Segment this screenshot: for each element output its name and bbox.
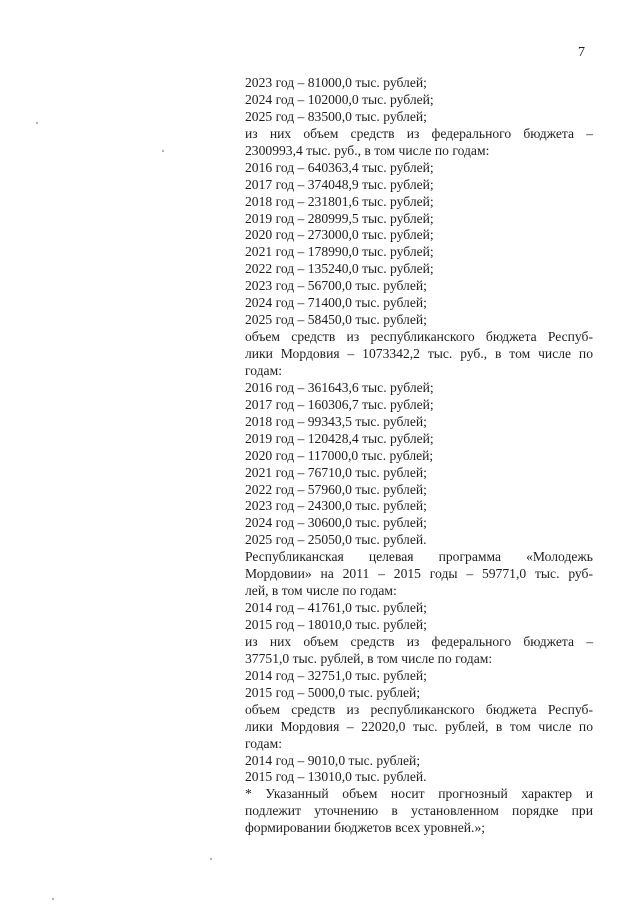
text-line: 2024 год – 71400,0 тыс. рублей; — [245, 295, 427, 311]
text-line: объем средств из республиканского бюджета Респуб- — [245, 329, 593, 345]
text-line: 2016 год – 640363,4 тыс. рублей; — [245, 159, 434, 175]
budget-lines — [245, 75, 593, 786]
text-line: 2025 год – 83500,0 тыс. рублей; — [245, 108, 427, 124]
text-line: 2017 год – 160306,7 тыс. рублей; — [245, 396, 434, 412]
text-line: 2023 год – 24300,0 тыс. рублей; — [245, 498, 427, 514]
text-line: 2023 год – 81000,0 тыс. рублей; — [245, 75, 427, 90]
text-line: 2014 год – 41761,0 тыс. рублей; — [245, 600, 427, 616]
text-line: 2020 год – 273000,0 тыс. рублей; — [245, 227, 434, 243]
text-line: 2025 год – 25050,0 тыс. рублей. — [245, 532, 427, 548]
scan-speck — [36, 122, 38, 124]
footnote-line: * Указанный объем носит прогнозный характер и — [245, 786, 593, 802]
text-line: 2024 год – 102000,0 тыс. рублей; — [245, 91, 434, 107]
text-line: 2015 год – 13010,0 тыс. рублей. — [245, 769, 427, 785]
text-line: из них объем средств из федерального бюджета – — [245, 125, 593, 141]
footnote-line: формировании бюджетов всех уровней.»; — [245, 820, 486, 836]
footnote — [245, 786, 593, 837]
text-line: 2021 год – 178990,0 тыс. рублей; — [245, 244, 434, 260]
document-body — [245, 75, 593, 837]
text-line: Республиканская целевая программа «Молодежь — [245, 549, 593, 565]
page-number: 7 — [578, 45, 585, 60]
text-line: объем средств из республиканского бюджета Респуб- — [245, 701, 593, 717]
text-line: 2017 год – 374048,9 тыс. рублей; — [245, 176, 434, 192]
text-line: 2018 год – 99343,5 тыс. рублей; — [245, 413, 427, 429]
text-line: 2014 год – 9010,0 тыс. рублей; — [245, 752, 421, 768]
text-line: лики Мордовия – 22020,0 тыс. рублей, в том числе по — [245, 718, 593, 734]
text-line: 2023 год – 56700,0 тыс. рублей; — [245, 278, 427, 294]
text-line: 2021 год – 76710,0 тыс. рублей; — [245, 464, 427, 480]
text-line: 2015 год – 18010,0 тыс. рублей; — [245, 617, 427, 632]
text-line: 2018 год – 231801,6 тыс. рублей; — [245, 193, 434, 209]
scan-speck — [210, 858, 212, 860]
text-line: 2024 год – 30600,0 тыс. рублей; — [245, 515, 427, 531]
text-line: лей, в том числе по годам: — [245, 583, 397, 599]
text-line: Мордовии» на 2011 – 2015 годы – 59771,0 тыс. руб- — [245, 566, 593, 582]
text-line: 2022 год – 57960,0 тыс. рублей; — [245, 481, 427, 497]
scan-speck — [162, 150, 164, 152]
text-line: 2015 год – 5000,0 тыс. рублей; — [245, 684, 421, 700]
text-line: годам: — [245, 362, 282, 378]
text-line: лики Мордовия – 1073342,2 тыс. руб., в том числе по — [245, 346, 593, 361]
text-line: 2025 год – 58450,0 тыс. рублей; — [245, 312, 427, 328]
text-line: 2020 год – 117000,0 тыс. рублей; — [245, 447, 434, 463]
text-line: 37751,0 тыс. рублей, в том числе по годам: — [245, 650, 493, 666]
text-line: 2019 год – 280999,5 тыс. рублей; — [245, 210, 434, 226]
text-line: годам: — [245, 735, 282, 751]
text-line: 2019 год – 120428,4 тыс. рублей; — [245, 430, 434, 446]
text-line: из них объем средств из федерального бюджета – — [245, 633, 593, 649]
text-line: 2016 год – 361643,6 тыс. рублей; — [245, 379, 434, 395]
scan-speck — [52, 898, 54, 900]
text-line: 2022 год – 135240,0 тыс. рублей; — [245, 261, 434, 277]
footnote-line: подлежит уточнению в установленном порядке при — [245, 803, 593, 819]
text-line: 2300993,4 тыс. руб., в том числе по годам: — [245, 142, 490, 158]
text-line: 2014 год – 32751,0 тыс. рублей; — [245, 667, 427, 683]
